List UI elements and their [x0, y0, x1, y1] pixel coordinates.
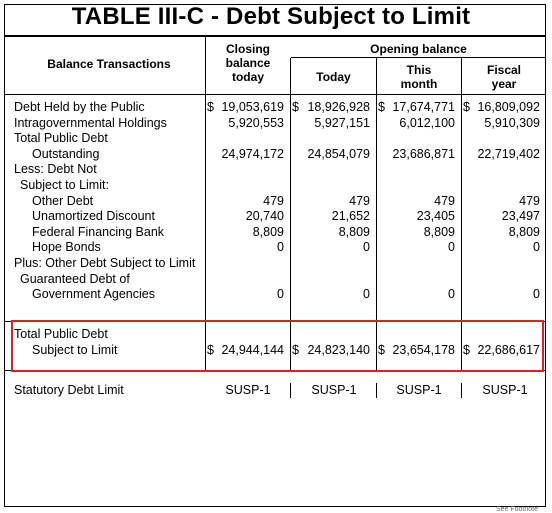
header-today: Today — [316, 70, 351, 84]
row-value: 0 — [448, 287, 455, 302]
row-value: 23,497 — [501, 209, 540, 224]
row-label: Outstanding — [32, 146, 100, 161]
row-label: Federal Financing Bank — [32, 224, 165, 239]
row-value: 0 — [533, 287, 540, 302]
statutory-value: SUSP-1 — [225, 383, 271, 397]
row-value: 0 — [448, 240, 455, 255]
row-label: Other Debt — [32, 193, 94, 208]
row-value: 0 — [533, 240, 540, 255]
row-value: 24,854,079 — [307, 146, 370, 161]
statutory-divider — [376, 383, 377, 398]
title-rule — [4, 35, 546, 37]
row-value: 8,809 — [252, 224, 284, 239]
row-value: 0 — [363, 240, 370, 255]
statutory-label: Statutory Debt Limit — [14, 383, 124, 397]
statutory-value: SUSP-1 — [482, 383, 528, 397]
row-label: Total Public Debt — [14, 131, 108, 146]
header-this-month: This month — [400, 63, 438, 91]
row-value: 6,012,100 — [399, 115, 455, 130]
header-closing: Closing balance today — [225, 42, 271, 84]
row-label: Intragovernmental Holdings — [14, 115, 167, 130]
total-label-line1: Total Public Debt — [14, 327, 108, 341]
row-value: 16,809,092 — [477, 100, 540, 114]
total-value: 22,686,617 — [477, 343, 540, 357]
row-value: 17,674,771 — [392, 100, 455, 114]
opening-balance-rule — [291, 57, 546, 58]
row-value: 21,652 — [331, 209, 370, 224]
row-value: 479 — [519, 193, 540, 208]
column-divider-4 — [461, 58, 462, 320]
row-value: 24,974,172 — [221, 146, 284, 161]
row-value: 0 — [363, 287, 370, 302]
row-value: 5,920,553 — [228, 115, 284, 130]
row-label: Less: Debt Not — [14, 162, 97, 177]
row-label: Debt Held by the Public — [14, 100, 145, 114]
row-label: Plus: Other Debt Subject to Limit — [14, 256, 196, 270]
row-value: 479 — [263, 193, 284, 208]
row-value: 5,910,309 — [484, 115, 540, 130]
row-value: 18,926,928 — [307, 100, 370, 114]
dollar-sign: $ — [463, 100, 470, 114]
dollar-sign: $ — [207, 100, 214, 114]
row-value: 479 — [434, 193, 455, 208]
row-value: 8,809 — [423, 224, 455, 239]
row-label: Subject to Limit: — [20, 178, 109, 192]
dollar-sign: $ — [207, 343, 214, 357]
column-divider-2 — [290, 58, 291, 320]
row-value: 20,740 — [245, 209, 284, 224]
row-value: 23,405 — [416, 209, 455, 224]
header-fiscal-year: Fiscal year — [486, 63, 522, 91]
footnote: See Footnote — [495, 506, 538, 513]
header-balance-transactions: Balance Transactions — [47, 57, 171, 71]
dollar-sign: $ — [292, 343, 299, 357]
dollar-sign: $ — [378, 343, 385, 357]
total-value: 24,944,144 — [221, 343, 284, 357]
row-value: 479 — [349, 193, 370, 208]
row-value: 8,809 — [338, 224, 370, 239]
row-label: Hope Bonds — [32, 240, 101, 255]
row-value: 5,927,151 — [314, 115, 370, 130]
total-label-line2: Subject to Limit — [32, 343, 118, 357]
statutory-value: SUSP-1 — [311, 383, 357, 397]
row-value: 8,809 — [508, 224, 540, 239]
statutory-divider — [290, 383, 291, 398]
row-value: 0 — [277, 287, 284, 302]
table-title: TABLE III-C - Debt Subject to Limit — [71, 3, 471, 30]
column-divider-3 — [376, 58, 377, 320]
row-label: Unamortized Discount — [32, 209, 155, 224]
total-divider-upper-1 — [205, 300, 206, 320]
row-label: Government Agencies — [32, 287, 155, 302]
dollar-sign: $ — [292, 100, 299, 114]
header-rule — [4, 94, 546, 95]
total-value: 23,654,178 — [392, 343, 455, 357]
dollar-sign: $ — [463, 343, 470, 357]
statutory-divider — [461, 383, 462, 398]
total-value: 24,823,140 — [307, 343, 370, 357]
row-value: 19,053,619 — [221, 100, 284, 114]
row-value: 23,686,871 — [392, 146, 455, 161]
statutory-value: SUSP-1 — [396, 383, 442, 397]
row-label: Guaranteed Debt of — [20, 271, 130, 286]
row-value: 0 — [277, 240, 284, 255]
dollar-sign: $ — [378, 100, 385, 114]
header-opening-balance: Opening balance — [370, 42, 467, 56]
total-highlight-box — [11, 320, 544, 372]
row-value: 22,719,402 — [477, 146, 540, 161]
